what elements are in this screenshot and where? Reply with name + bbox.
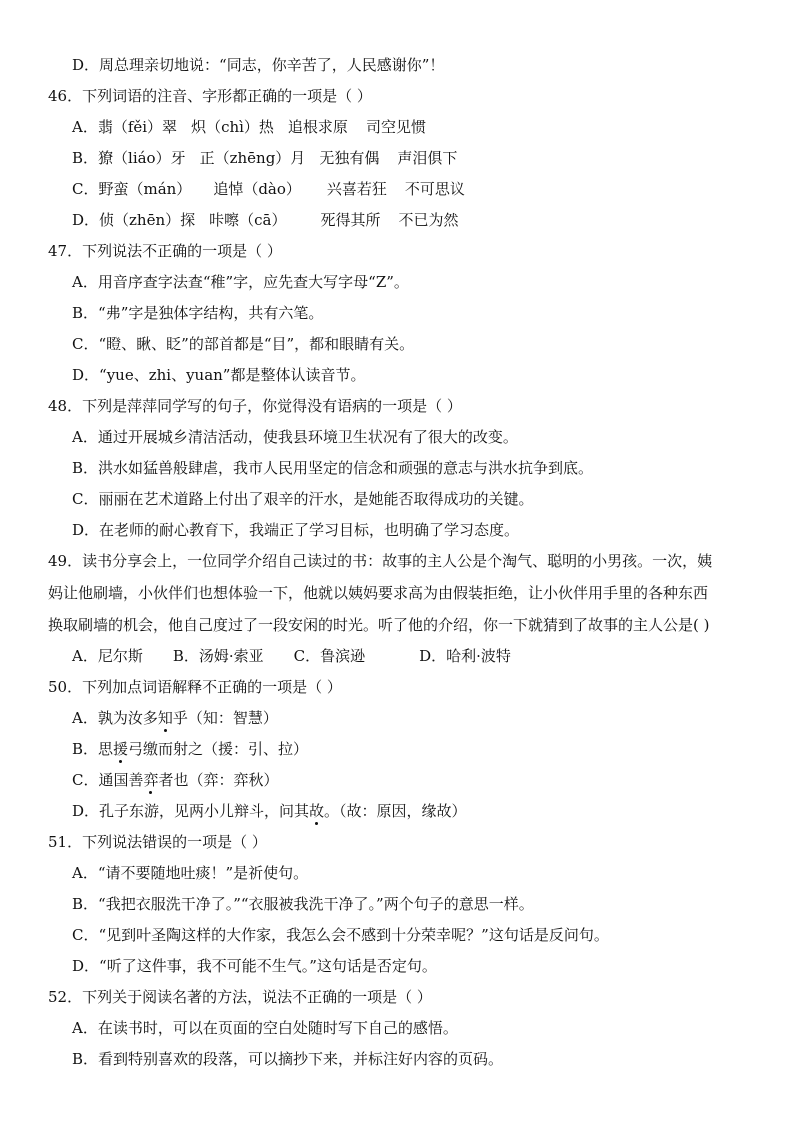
q46-option-c <box>72 179 465 199</box>
q50-c-post: 者也（弈：弈秋） <box>158 771 279 789</box>
q46-option-a <box>72 117 426 137</box>
q46-d-part-1: D．侦（zhēn）探 <box>72 211 196 229</box>
q49-option-c: C．鲁滨逊 <box>293 647 366 665</box>
option-d-previous: D．周总理亲切地说：“同志，你辛苦了，人民感谢你”！ <box>72 56 445 74</box>
question-50-stem: 50．下列加点词语解释不正确的一项是（ ） <box>48 678 342 696</box>
q47-option-b: B．“弗”字是独体字结构，共有六笔。 <box>72 304 324 322</box>
q46-b-part-2: 正（zhēng）月 <box>199 149 306 167</box>
question-47-stem: 47．下列说法不正确的一项是（ ） <box>48 242 282 260</box>
q49-option-a: A．尼尔斯 <box>72 647 143 665</box>
question-48-stem: 48．下列是萍萍同学写的句子，你觉得没有语病的一项是（ ） <box>48 397 462 415</box>
question-52-stem: 52．下列关于阅读名著的方法，说法不正确的一项是（ ） <box>48 988 432 1006</box>
q46-b-part-4: 声泪俱下 <box>397 149 458 167</box>
q48-option-c: C．丽丽在艺术道路上付出了艰辛的汗水，是她能否取得成功的关键。 <box>72 490 534 508</box>
q46-d-part-3: 死得其所 <box>320 211 381 229</box>
q51-option-d: D．“听了这件事，我不可能不生气。”这句话是否定句。 <box>72 957 437 975</box>
q50-b-dotted-word: 援 <box>113 740 129 758</box>
q50-c-pre: C．通国善 <box>72 771 144 789</box>
q50-d-post: 。（故：原因，缘故） <box>324 802 467 820</box>
q46-c-part-4: 不可思议 <box>404 180 465 198</box>
q46-c-part-3: 兴喜若狂 <box>326 180 387 198</box>
question-51-stem: 51．下列说法错误的一项是（ ） <box>48 833 267 851</box>
q46-b-part-3: 无独有偶 <box>319 149 380 167</box>
q50-option-c <box>72 770 279 790</box>
q50-b-pre: B．思 <box>72 740 114 758</box>
q50-option-a <box>72 708 278 728</box>
q51-option-a: A．“请不要随地吐痰！”是祈使句。 <box>72 864 309 882</box>
question-49-line-2: 妈让他刷墙，小伙伴们也想体验一下，他就以姨妈要求高为由假装拒绝，让小伙伴用手里的各种东西 <box>48 584 709 602</box>
q50-d-dotted-word: 故 <box>309 802 325 820</box>
q48-option-b: B．洪水如猛兽般肆虐，我市人民用坚定的信念和顽强的意志与洪水抗争到底。 <box>72 459 594 477</box>
q50-d-pre: D．孔子东游，见两小儿辩斗，问其 <box>72 802 310 820</box>
q46-a-part-2: 炽（chì）热 <box>191 118 274 136</box>
q46-b-part-1: B．獠（liáo）牙 <box>72 149 186 167</box>
q50-option-d <box>72 801 467 821</box>
q49-option-d: D．哈利·波特 <box>419 647 511 665</box>
q47-option-c: C．“瞪、瞅、眨”的部首都是“目”，都和眼睛有关。 <box>72 335 415 353</box>
q50-a-pre: A．孰为汝多 <box>72 709 158 727</box>
q46-a-part-1: A．翡（fěi）翠 <box>72 118 178 136</box>
q50-a-dotted-word: 知 <box>157 709 173 727</box>
question-49-line-3: 换取刷墙的机会，他自己度过了一段安闲的时光。听了他的介绍，你一下就猜到了故事的主人公是( ) <box>48 616 710 634</box>
q48-option-a: A．通过开展城乡清洁活动，使我县环境卫生状况有了很大的改变。 <box>72 428 518 446</box>
q46-d-part-2: 咔嚓（cā） <box>209 211 287 229</box>
q46-a-part-3: 追根求原 <box>287 118 348 136</box>
q52-option-a: A．在读书时，可以在页面的空白处随时写下自己的感悟。 <box>72 1019 458 1037</box>
question-46-stem: 46．下列词语的注音、字形都正确的一项是（ ） <box>48 87 372 105</box>
q49-options <box>72 646 511 666</box>
q49-option-b: B．汤姆·索亚 <box>172 647 264 665</box>
q46-c-part-1: C．野蛮（mán） <box>72 180 192 198</box>
q51-option-c: C．“见到叶圣陶这样的大作家，我怎么会不感到十分荣幸呢？”这句话是反问句。 <box>72 926 609 944</box>
q46-c-part-2: 追悼（dào） <box>213 180 301 198</box>
q46-option-b <box>72 148 457 168</box>
q51-option-b: B．“我把衣服洗干净了。”“衣服被我洗干净了。”两个句子的意思一样。 <box>72 895 534 913</box>
q50-b-post: 弓缴而射之（援：引、拉） <box>128 740 309 758</box>
q48-option-d: D．在老师的耐心教育下，我端正了学习目标，也明确了学习态度。 <box>72 521 520 539</box>
q47-option-a: A．用音序查字法查“稚”字，应先查大写字母“Z”。 <box>72 273 409 291</box>
q47-option-d: D．“yue、zhi、yuan”都是整体认读音节。 <box>72 366 366 384</box>
q50-a-post: 乎（知：智慧） <box>172 709 278 727</box>
q50-option-b <box>72 739 308 759</box>
q46-a-part-4: 司空见惯 <box>365 118 426 136</box>
q46-d-part-4: 不已为然 <box>398 211 459 229</box>
question-49-line-1: 49．读书分享会上，一位同学介绍自己读过的书：故事的主人公是个淘气、聪明的小男孩。一次，姨 <box>48 552 713 570</box>
q50-c-dotted-word: 弈 <box>143 771 159 789</box>
q46-option-d <box>72 210 459 230</box>
q52-option-b: B．看到特别喜欢的段落，可以摘抄下来，并标注好内容的页码。 <box>72 1050 504 1068</box>
